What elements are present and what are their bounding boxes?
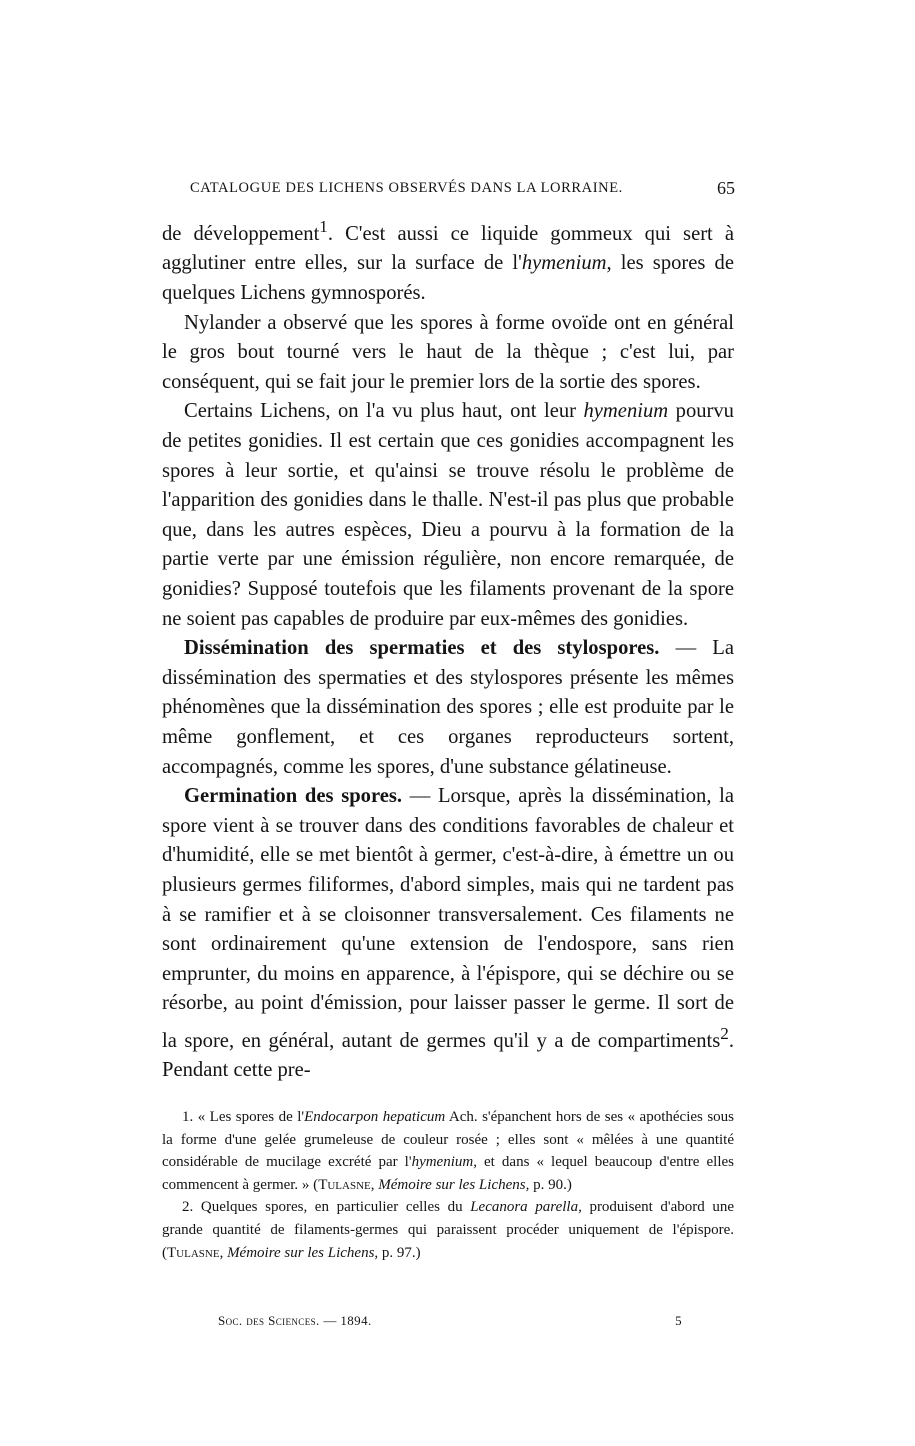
section-heading: Dissémination des spermaties et des stylospores. bbox=[184, 637, 660, 660]
sheet-number: 5 bbox=[675, 1313, 682, 1328]
running-title: CATALOGUE DES LICHENS OBSERVÉS DANS LA LORRAINE. bbox=[190, 180, 623, 196]
paragraph: de développement$^1$. C'est aussi ce liquide gommeux qui sert à agglutiner entre elles, sur la surface de l'hymenium, les spores de quelques Lichens gymnosporés. bbox=[162, 217, 734, 305]
page-number: 65 bbox=[717, 178, 735, 198]
footnote: 1. « Les spores de l'Endocarpon hepaticum Ach. s'épanchent hors de ses « apothécies sous la forme d'une gelée grumeleuse de couleur rosée ; elles sont « mêlées à une quantité considérable de mucilage excrété par l'hymenium, et dans « lequel beaucoup d'entre elles commencent à germer. » (Tulasne, Mémoire sur les Lichens, p. 90.) bbox=[162, 1109, 735, 1193]
footnotes bbox=[162, 1106, 734, 1264]
printer-signature: Soc. des Sciences. — 1894. bbox=[218, 1313, 372, 1328]
running-header bbox=[190, 180, 735, 204]
page-footer bbox=[218, 1313, 682, 1333]
footnote-ref: 2 bbox=[720, 1023, 729, 1043]
footnote: 2. Quelques spores, en particulier celles du Lecanora parella, produisent d'abord une grande quantité de filaments-germes qui paraissent procéder uniquement de l'épispore. (Tulasne, Mémoire sur les Lichens, p. 97.) bbox=[162, 1199, 734, 1261]
paragraph: Certains Lichens, on l'a vu plus haut, ont leur hymenium pourvu de petites gonidies. Il est certain que ces gonidies accompagnent les spores à leur sortie, et qu'ainsi se trouve résolu le problème de l'apparition des gonidies dans le thalle. N'est-il pas plus que probable que, dans les autres espèces, Dieu a pourvu à la formation de la partie verte par une émission régulière, non encore remarquée, de gonidies? Supposé toutefois que les filaments provenant de la spore ne soient pas capables de produire par eux-mêmes des gonidies. bbox=[162, 400, 734, 630]
main-text bbox=[162, 212, 734, 1086]
paragraph: Germination des spores. — Lorsque, après la dissémination, la spore vient à se trouver dans des conditions favorables de chaleur et d'humidité, elle se met bientôt à germer, c'est-à-dire, à émettre un ou plusieurs germes filiformes, d'abord simples, mais qui ne tardent pas à se ramifier et à se cloisonner transversalement. Ces filaments ne sont ordinairement qu'une extension de l'endospore, sans rien emprunter, du moins en apparence, à l'épispore, qui se déchire ou se résorbe, au point d'émission, pour laisser passer le germe. Il sort de la spore, en général, autant de germes qu'il y a de compartiments$^2$. Pendant cette pre- bbox=[162, 785, 735, 1082]
paragraph: Nylander a observé que les spores à forme ovoïde ont en général le gros bout tourné vers le haut de la thèque ; c'est lui, par conséquent, qui se fait jour le premier lors de la sortie des spores. bbox=[162, 311, 734, 393]
paragraph: Dissémination des spermaties et des stylospores. — La dissémination des spermaties et des stylospores présente les mêmes phénomènes que la dissémination des spores ; elle est produite par le même gonflement, et ces organes reproducteurs sortent, accompagnés, comme les spores, d'une substance gélatineuse. bbox=[162, 637, 734, 778]
footnote-ref: 1 bbox=[319, 217, 328, 236]
section-heading: Germination des spores. bbox=[184, 785, 403, 808]
